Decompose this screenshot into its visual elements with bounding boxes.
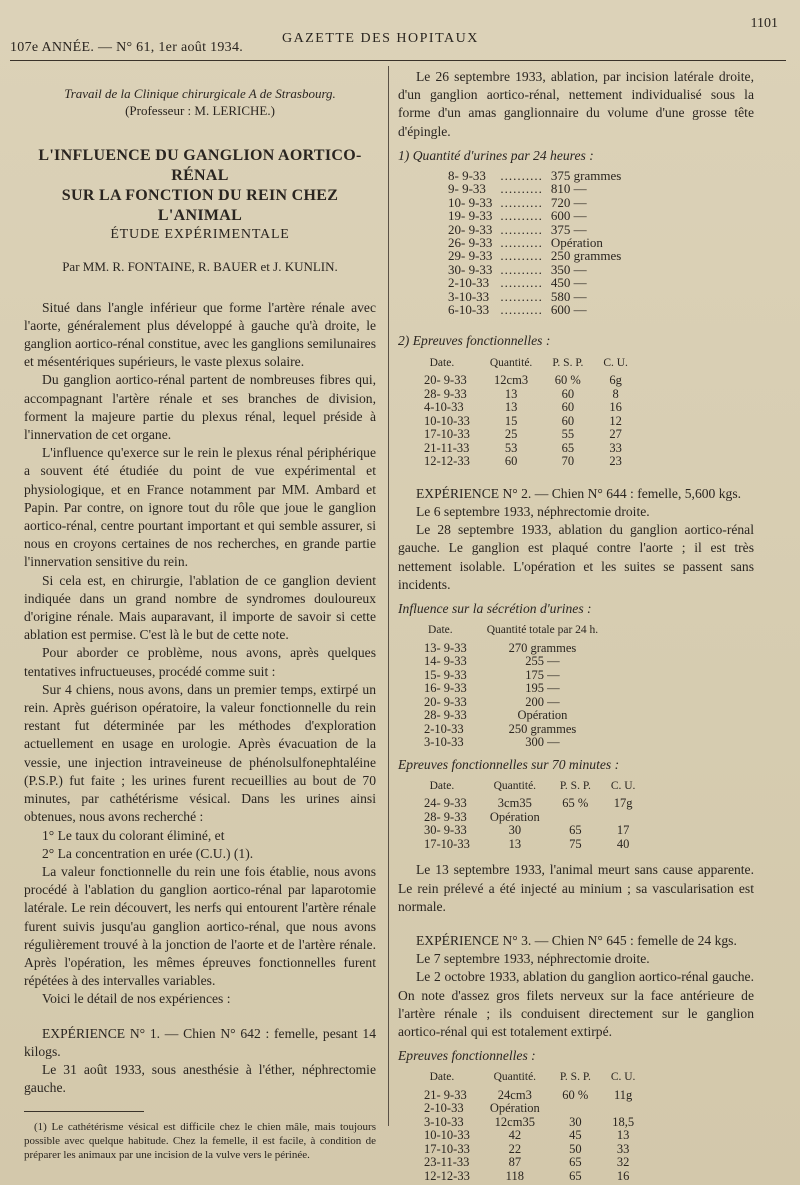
table-cell: 20- 9-33 bbox=[424, 694, 467, 709]
paragraph: Pour aborder ce problème, nous avons, après quelques tentatives infructueuses, procédé comme suit : bbox=[24, 645, 376, 679]
experiment-subject: — Chien N° 644 : femelle, 5,600 kgs. bbox=[531, 485, 742, 501]
table-cell: 200 — bbox=[525, 694, 560, 709]
table-cell: 255 — bbox=[525, 654, 560, 669]
article-subtitle: ÉTUDE EXPÉRIMENTALE bbox=[110, 227, 290, 243]
table-cell: 18,5 bbox=[612, 1114, 635, 1129]
table-cell: 21- 9-33 bbox=[424, 1087, 467, 1102]
header-rule bbox=[10, 60, 786, 61]
experiment-2-heading bbox=[398, 485, 754, 503]
table-cell: 55 bbox=[561, 427, 575, 442]
exp3-func-title: Epreuves fonctionnelles : bbox=[398, 1048, 536, 1064]
table-cell: 450 — bbox=[550, 275, 587, 291]
column-header: P. S. P. bbox=[559, 1071, 591, 1084]
table-cell: 23-11-33 bbox=[424, 1155, 470, 1170]
table-cell: 3-10-33 bbox=[424, 735, 464, 750]
table-row bbox=[444, 249, 625, 262]
table-cell: 50 bbox=[569, 1141, 582, 1156]
table-cell: 300 — bbox=[525, 735, 560, 750]
table-cell: 40 bbox=[616, 836, 630, 851]
paragraph: Le 31 août 1933, sous anesthésie à l'éther, néphrectomie gauche. bbox=[24, 1061, 376, 1096]
table-row bbox=[404, 1116, 645, 1130]
table-cell: 28- 9-33 bbox=[424, 708, 467, 723]
table-row bbox=[444, 169, 625, 182]
table-cell: 12cm3 bbox=[494, 373, 529, 388]
table-cell: 12-12-33 bbox=[424, 1168, 470, 1183]
exp2-function-table bbox=[404, 778, 645, 852]
table-row bbox=[404, 709, 608, 723]
table-cell: 16- 9-33 bbox=[424, 681, 467, 696]
table-cell: 375 — bbox=[550, 221, 587, 237]
paragraph: Le 13 septembre 1933, l'animal meurt sans cause apparente. Le rein prélevé a été injecté au minium ; sa vascularisation est normale. bbox=[398, 862, 754, 914]
table-row bbox=[444, 182, 625, 195]
paragraph: La valeur fonctionnelle du rein une fois établie, nous avons procédé à l'ablation du ganglion aortico-rénal par laparotomie latérale. Le rein découvert, les nerfs qui entourent l'artère rénale furent suivis jusqu'au ganglion aortico-rénal, que nous avons régulièrement trouvé à la jonction de l'aorte et de l'artère rénale. Après l'opération, les mêmes épreuves fonctionnelles furent répétées à des intervalles variables. bbox=[24, 863, 376, 989]
table-cell: 13 bbox=[616, 1128, 630, 1143]
table-cell: 87 bbox=[508, 1155, 522, 1170]
table-cell: 32 bbox=[616, 1155, 630, 1170]
exp1-function-table bbox=[404, 355, 638, 469]
table-cell: 118 bbox=[505, 1168, 524, 1183]
page-header bbox=[0, 0, 800, 70]
table-cell: 33 bbox=[616, 1141, 630, 1156]
exp1-func-title: 2) Epreuves fonctionnelles : bbox=[398, 333, 551, 349]
table-row bbox=[404, 655, 608, 669]
table-row bbox=[404, 1156, 645, 1170]
leader-dots: .......... bbox=[500, 194, 543, 210]
footnote: (1) Le cathétérisme vésical est difficile chez le chien mâle, mais toujours possible avec quelque habitude. Chez la femelle, il est facile, à condition de préparer les animaux par une incision de la vulve vers le périnée. bbox=[24, 1121, 376, 1162]
table-cell: 24cm3 bbox=[497, 1087, 532, 1102]
table-cell: 26- 9-33 bbox=[448, 235, 493, 251]
table-row bbox=[404, 1089, 645, 1103]
table-cell: 60 bbox=[504, 454, 518, 469]
column-header: Quantité. bbox=[493, 1071, 537, 1084]
page-number: 1101 bbox=[750, 16, 778, 31]
table-row bbox=[404, 1102, 645, 1116]
table-row bbox=[404, 736, 608, 750]
table-cell: 175 — bbox=[525, 667, 560, 682]
table-header-row bbox=[404, 1069, 645, 1089]
leader-dots: .......... bbox=[500, 302, 543, 318]
right-column bbox=[398, 68, 754, 1183]
footnote-rule bbox=[24, 1111, 144, 1112]
left-column bbox=[24, 68, 376, 1162]
table-row bbox=[404, 1143, 645, 1157]
table-cell: 28- 9-33 bbox=[424, 386, 467, 401]
paragraph: L'influence qu'exerce sur le rein le plexus rénal périphérique a souvent été étudiée du point de vue expérimental et physiologique, et en France notamment par MM. Ambard et Papin. Par contre, on ignore tout du rôle que joue le ganglion aortico-rénal, centre pourtant important et qui semble assurer, si nous en croyons certaines de nos recherches, en grande partie l'innervation sensitive du rein. bbox=[24, 445, 376, 570]
experiment-subject: — Chien N° 642 : femelle, pesant 14 kilogs. bbox=[24, 1025, 376, 1059]
table-cell: 12 bbox=[609, 413, 622, 428]
table-cell: 16 bbox=[616, 1168, 630, 1183]
column-header: C. U. bbox=[603, 356, 628, 369]
table-cell: 17-10-33 bbox=[424, 836, 470, 851]
table-cell: 20- 9-33 bbox=[424, 373, 467, 388]
table-cell: 3-10-33 bbox=[424, 1114, 464, 1129]
table-row bbox=[404, 642, 608, 656]
table-cell: Opération bbox=[489, 809, 540, 824]
table-cell: 9- 9-33 bbox=[448, 181, 486, 197]
table-row bbox=[444, 209, 625, 222]
table-row bbox=[444, 196, 625, 209]
table-cell: 30 bbox=[569, 1114, 582, 1129]
table-cell: 13- 9-33 bbox=[424, 640, 467, 655]
column-header: Quantité. bbox=[493, 779, 537, 792]
column-header: C. U. bbox=[610, 1071, 636, 1084]
table-cell: 13 bbox=[504, 400, 518, 415]
table-row bbox=[404, 1170, 645, 1184]
table-cell: 2-10-33 bbox=[448, 275, 490, 291]
exp2-urine-table bbox=[404, 622, 608, 750]
table-cell: 10-10-33 bbox=[424, 1128, 470, 1143]
issue-line: 107e ANNÉE. — N° 61, 1er août 1934. bbox=[10, 40, 244, 55]
table-row bbox=[404, 401, 638, 415]
table-cell: 2-10-33 bbox=[424, 1101, 464, 1116]
table-row bbox=[404, 442, 638, 456]
table-cell: 19- 9-33 bbox=[448, 208, 493, 224]
table-cell: 65 bbox=[569, 1155, 582, 1170]
table-row bbox=[404, 388, 638, 402]
table-cell: 195 — bbox=[525, 681, 560, 696]
column-header: P. S. P. bbox=[559, 779, 591, 792]
exp1-urine-title: 1) Quantité d'urines par 24 heures : bbox=[398, 147, 594, 163]
table-cell: 23 bbox=[609, 454, 622, 469]
table-cell: 65 bbox=[561, 440, 575, 455]
paragraph: Le 6 septembre 1933, néphrectomie droite. bbox=[416, 503, 650, 519]
column-header: Quantité. bbox=[489, 356, 533, 369]
table-row bbox=[444, 303, 625, 316]
experiment-1-heading bbox=[24, 1025, 376, 1061]
table-cell: 6g bbox=[609, 373, 622, 388]
table-cell: 600 — bbox=[550, 208, 587, 224]
table-row bbox=[444, 263, 625, 276]
table-cell: 8- 9-33 bbox=[448, 168, 486, 184]
journal-title: GAZETTE DES HOPITAUX bbox=[282, 31, 479, 46]
table-cell: 17-10-33 bbox=[424, 427, 470, 442]
table-row bbox=[404, 696, 608, 710]
leader-dots: .......... bbox=[500, 221, 543, 237]
paragraph: Si cela est, en chirurgie, l'ablation de ce ganglion devient indiquée dans un grand nombre de syndromes douloureux d'origine rénale. Mais auparavant, il importe de savoir si cette ablation est permise. C'est là le but de cette note. bbox=[24, 572, 376, 643]
paragraph: Le 26 septembre 1933, ablation, par incision latérale droite, d'un ganglion aortico-rénal, nettement individualisé sous la forme d'un amas ganglionnaire du volume d'une grosse tête d'épingle. bbox=[398, 69, 754, 139]
table-cell: 13 bbox=[508, 836, 522, 851]
table-cell: 15- 9-33 bbox=[424, 667, 467, 682]
exp3-function-table bbox=[404, 1069, 645, 1183]
column-header: Date. bbox=[429, 356, 455, 369]
table-row bbox=[404, 669, 608, 683]
table-cell: 17 bbox=[616, 823, 630, 838]
table-cell: 600 — bbox=[550, 302, 587, 318]
table-cell: 30- 9-33 bbox=[424, 823, 467, 838]
exp2-urine-title: Influence sur la sécrétion d'urines : bbox=[398, 600, 592, 616]
table-cell: 20- 9-33 bbox=[448, 221, 493, 237]
experiment-label: EXPÉRIENCE N° 1. bbox=[42, 1025, 161, 1041]
table-cell: 25 bbox=[504, 427, 518, 442]
experiment-subject: — Chien N° 645 : femelle de 24 kgs. bbox=[531, 932, 737, 948]
table-row bbox=[404, 1129, 645, 1143]
table-cell: 60 bbox=[561, 386, 575, 401]
paragraph: Le 2 octobre 1933, ablation du ganglion aortico-rénal gauche. On note d'assez gros filets nerveux sur la face antérieure de l'artère rénale ; ils conduisent directement sur le ganglion aortico-rénal qui est totalement extirpé. bbox=[398, 969, 754, 1039]
table-cell: 45 bbox=[569, 1128, 582, 1143]
table-cell: 16 bbox=[609, 400, 622, 415]
table-cell: 30- 9-33 bbox=[448, 261, 493, 277]
table-row bbox=[404, 723, 608, 737]
table-cell: 375 grammes bbox=[550, 168, 622, 184]
exp1-urine-table bbox=[444, 169, 625, 316]
clinic-line: Travail de la Clinique chirurgicale A de Strasbourg. bbox=[64, 86, 336, 101]
column-header: Date. bbox=[429, 779, 455, 792]
table-row bbox=[444, 290, 625, 303]
table-cell: 22 bbox=[508, 1141, 522, 1156]
column-header: P. S. P. bbox=[552, 356, 584, 369]
table-cell: 250 grammes bbox=[508, 721, 577, 736]
leader-dots: .......... bbox=[500, 235, 543, 251]
table-cell: 15 bbox=[504, 413, 518, 428]
column-header: Quantité totale par 24 h. bbox=[486, 624, 599, 637]
table-cell: 42 bbox=[508, 1128, 522, 1143]
column-header: C. U. bbox=[610, 779, 636, 792]
table-cell: 60 % bbox=[562, 1087, 589, 1102]
table-row bbox=[404, 824, 645, 838]
exp2-func-title: Epreuves fonctionnelles sur 70 minutes : bbox=[398, 756, 620, 772]
leader-dots: .......... bbox=[500, 288, 543, 304]
table-cell bbox=[550, 811, 601, 825]
professor-line: (Professeur : M. LERICHE.) bbox=[125, 103, 275, 118]
table-cell: 12cm35 bbox=[494, 1114, 535, 1129]
column-header: Date. bbox=[429, 1071, 455, 1084]
table-cell: 11g bbox=[613, 1087, 633, 1102]
table-cell: 3-10-33 bbox=[448, 288, 490, 304]
leader-dots: .......... bbox=[500, 275, 543, 291]
table-cell: 3cm35 bbox=[497, 796, 532, 811]
list-item: 1° Le taux du colorant éliminé, et bbox=[42, 827, 225, 843]
table-cell: 30 bbox=[508, 823, 522, 838]
table-cell: 75 bbox=[569, 836, 582, 851]
paragraph: Voici le détail de nos expériences : bbox=[42, 991, 231, 1007]
column-header: Date. bbox=[428, 624, 453, 637]
table-cell: 8 bbox=[612, 386, 619, 401]
experiment-label: EXPÉRIENCE N° 3. bbox=[416, 932, 532, 948]
paragraph: Le 28 septembre 1933, ablation du ganglion aortico-rénal gauche. Le ganglion est plaqué contre l'aorte ; il est très nettement isolable. L'opération et les suites se passent sans incidents. bbox=[398, 522, 754, 592]
table-cell: 580 — bbox=[550, 288, 587, 304]
leader-dots: .......... bbox=[500, 248, 543, 264]
paragraph: Du ganglion aortico-rénal partent de nombreuses fibres qui, accompagnant l'artère rénale et ses branches de division, forment la majeure partie du plexus rénal, lequel préside à l'innervation de cet organe. bbox=[24, 372, 376, 443]
table-cell: 27 bbox=[609, 427, 622, 442]
table-row bbox=[404, 682, 608, 696]
table-row bbox=[404, 838, 645, 852]
leader-dots: .......... bbox=[500, 168, 543, 184]
table-cell: 10-10-33 bbox=[424, 413, 470, 428]
table-header-row bbox=[404, 622, 608, 642]
table-cell: 720 — bbox=[550, 194, 587, 210]
table-cell: 13 bbox=[504, 386, 518, 401]
table-cell: 28- 9-33 bbox=[424, 809, 467, 824]
table-row bbox=[444, 223, 625, 236]
article-title-line-1: L'INFLUENCE DU GANGLION AORTICO-RÉNAL bbox=[38, 147, 362, 185]
table-cell: 33 bbox=[609, 440, 622, 455]
paragraph: Le 7 septembre 1933, néphrectomie droite. bbox=[416, 951, 650, 967]
table-cell: 17-10-33 bbox=[424, 1141, 470, 1156]
table-cell: 21-11-33 bbox=[424, 440, 470, 455]
table-header-row bbox=[404, 778, 645, 798]
article-title-line-2: SUR LA FONCTION DU REIN CHEZ L'ANIMAL bbox=[61, 187, 339, 225]
table-cell: 270 grammes bbox=[508, 640, 577, 655]
table-cell: 4-10-33 bbox=[424, 400, 464, 415]
table-cell: 250 grammes bbox=[550, 248, 622, 264]
table-cell: 60 bbox=[561, 400, 575, 415]
table-cell bbox=[550, 1102, 601, 1116]
table-row bbox=[404, 415, 638, 429]
table-cell: 350 — bbox=[550, 261, 587, 277]
table-cell: 2-10-33 bbox=[424, 721, 464, 736]
leader-dots: .......... bbox=[500, 261, 543, 277]
table-header-row bbox=[404, 355, 638, 375]
table-cell: 24- 9-33 bbox=[424, 796, 467, 811]
table-cell: 60 % bbox=[554, 373, 581, 388]
table-cell: 65 bbox=[569, 1168, 582, 1183]
table-cell: 17g bbox=[613, 796, 633, 811]
table-cell: 65 bbox=[569, 823, 582, 838]
experiment-3-heading bbox=[398, 932, 754, 950]
leader-dots: .......... bbox=[500, 181, 543, 197]
table-cell: 29- 9-33 bbox=[448, 248, 493, 264]
paragraph: Sur 4 chiens, nous avons, dans un premier temps, extirpé un rein. Après guérison opératoire, la valeur fonctionnelle du rein restant fut déterminée par les méthodes d'exploration actuellement en usage en urologie. Après évacuation de la vessie, une injection intraveineuse de phénolsulfonephtaléine (P.S.P.) fut faite ; les urines furent recueillies au bout de 70 minutes, par cathétérisme vésical. Dans les urines ainsi obtenues, nous avons recherché : bbox=[24, 681, 376, 825]
table-row bbox=[404, 455, 638, 469]
table-cell: 70 bbox=[561, 454, 575, 469]
table-row bbox=[404, 797, 645, 811]
paragraph: Situé dans l'angle inférieur que forme l'artère rénale avec l'aorte, généralement plus développé à gauche qu'à droite, le ganglion aortico-rénal constitue, avec les ganglions semilunaires et mésentériques supérieurs, le vaste plexus solaire. bbox=[24, 299, 376, 370]
column-divider bbox=[388, 66, 389, 1126]
table-cell: 12-12-33 bbox=[424, 454, 470, 469]
article-authors: Par MM. R. FONTAINE, R. BAUER et J. KUNLIN. bbox=[62, 259, 338, 275]
table-cell: 14- 9-33 bbox=[424, 654, 467, 669]
table-cell: 65 % bbox=[562, 796, 589, 811]
table-cell: 810 — bbox=[550, 181, 587, 197]
table-cell: 6-10-33 bbox=[448, 302, 490, 318]
list-item: 2° La concentration en urée (C.U.) (1). bbox=[42, 845, 254, 861]
experiment-label: EXPÉRIENCE N° 2. bbox=[416, 485, 532, 501]
table-row bbox=[404, 428, 638, 442]
table-cell: Opération bbox=[517, 708, 568, 723]
table-cell: Opération bbox=[489, 1101, 540, 1116]
table-cell: Opération bbox=[550, 235, 603, 251]
table-cell bbox=[601, 811, 646, 825]
table-row bbox=[444, 276, 625, 289]
table-cell: 53 bbox=[504, 440, 518, 455]
table-row bbox=[404, 811, 645, 825]
leader-dots: .......... bbox=[500, 208, 543, 224]
table-cell bbox=[601, 1102, 646, 1116]
table-row bbox=[444, 236, 625, 249]
table-cell: 10- 9-33 bbox=[448, 194, 493, 210]
table-row bbox=[404, 374, 638, 388]
table-cell: 60 bbox=[561, 413, 575, 428]
